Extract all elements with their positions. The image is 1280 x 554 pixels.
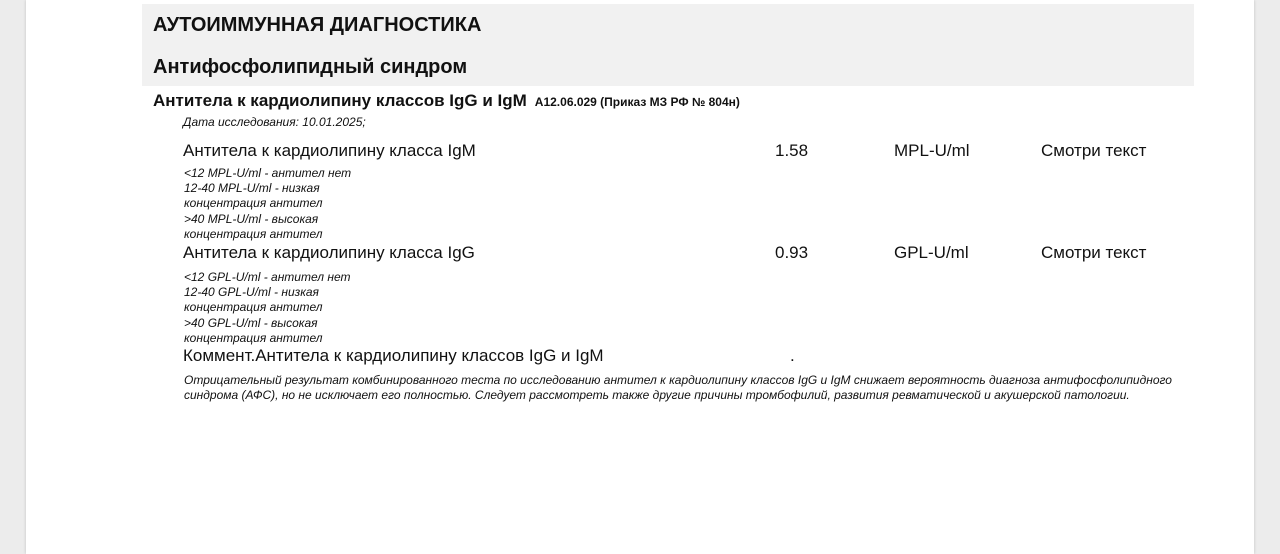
- reference-line: концентрация антител: [184, 226, 323, 241]
- result-unit-igm: MPL-U/ml: [894, 141, 970, 160]
- result-value-igm: 1.58: [775, 141, 809, 160]
- result-norm-igg: Смотри текст: [1041, 243, 1147, 262]
- reference-line: <12 GPL-U/ml - антител нет: [184, 270, 351, 284]
- result-name-igm: Антитела к кардиолипину класса IgM: [183, 141, 476, 160]
- reference-line: 12-40 MPL-U/ml - низкая: [184, 181, 320, 196]
- reference-range-igg: [184, 270, 350, 346]
- subsection-title: Антифосфолипидный синдром: [153, 56, 468, 78]
- test-heading: [153, 91, 740, 111]
- reference-line: концентрация антител: [184, 196, 323, 211]
- reference-line: концентрация антител: [184, 300, 323, 315]
- report-page: [26, 0, 1254, 554]
- reference-line: >40 MPL-U/ml - высокая: [184, 211, 319, 226]
- reference-line: >40 GPL-U/ml - высокая: [184, 315, 318, 330]
- comment-title: Коммент.Антитела к кардиолипину классов IgG и IgM: [183, 346, 604, 365]
- subsection-header: [142, 45, 1194, 86]
- section-header: [142, 4, 1194, 45]
- result-norm-igm: Смотри текст: [1041, 141, 1147, 160]
- test-code: A12.06.029 (Приказ МЗ РФ № 804н): [534, 95, 740, 109]
- result-name-igg: Антитела к кардиолипину класса IgG: [183, 243, 475, 262]
- reference-line: 12-40 GPL-U/ml - низкая: [184, 285, 319, 300]
- comment-value: .: [790, 346, 795, 365]
- result-unit-igg: GPL-U/ml: [894, 243, 969, 262]
- section-title: АУТОИММУННАЯ ДИАГНОСТИКА: [153, 14, 482, 36]
- test-title: Антитела к кардиолипину классов IgG и IgM: [153, 91, 527, 110]
- reference-line: <12 MPL-U/ml - антител нет: [184, 166, 352, 180]
- comment-text: Отрицательный результат комбинированного теста по исследованию антител к кардиолипину классов IgG и IgM снижает вероятность диагноза антифосфолипидного синдрома (АФС), но не исключает его полностью. Следует рассмотреть также другие причины тромбофилий, развития ревматической и акушерской патологии.: [184, 373, 1172, 403]
- study-date: Дата исследования: 10.01.2025;: [183, 115, 366, 129]
- result-value-igg: 0.93: [775, 243, 809, 262]
- reference-line: концентрация антител: [184, 330, 323, 345]
- reference-range-igm: [184, 166, 351, 242]
